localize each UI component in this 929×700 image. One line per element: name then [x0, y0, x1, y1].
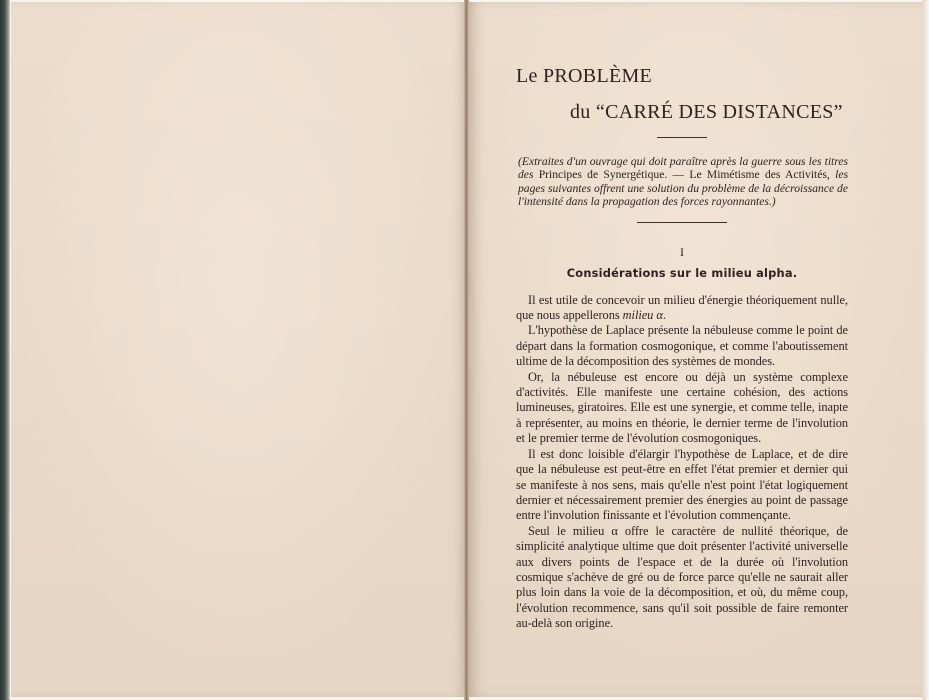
paragraph-3: Or, la nébuleuse est encore ou déjà un système complexe d'activités. Elle manifeste une certaine cohésion, des actions lumineuses, giratoires. Elle est une synergie, et comme telle, inapte à représenter, au moins en théorie, le dernier terme de l'involution et le premier terme de l'évolution cosmogoniques. [516, 369, 848, 446]
title-line-2: du “CARRÉ DES DISTANCES” [570, 101, 843, 123]
title-divider [657, 137, 707, 138]
section-heading: Considérations sur le milieu alpha. [566, 265, 798, 280]
section-number: I [680, 244, 684, 259]
paragraph-1 [516, 293, 848, 324]
intro-note [516, 155, 848, 209]
title-line-1: Le PROBLÈME [516, 65, 653, 87]
paragraph-2: L'hypothèse de Laplace présente la nébuleuse comme le point de départ dans la formation cosmogonique, et comme l'aboutissement ultime de la décomposition des systèmes de mondes. [516, 323, 848, 369]
intro-part-2: Principes de Synergétique. — Le Mimétisme des Activités [538, 168, 827, 182]
paragraph-1-before: Il est utile de concevoir un milieu d'énergie théoriquement nulle, que nous appellerons [516, 292, 848, 323]
paragraph-1-italic: milieu α [622, 308, 663, 323]
book-cover-edge [0, 0, 10, 700]
intro-divider [637, 222, 727, 223]
right-page-edge [922, 0, 929, 700]
paragraph-1-after: . [662, 308, 666, 323]
intro-part-1: (Extraites d'un ouvrage qui doit paraître après la guerre sous les titres des [518, 155, 848, 182]
intro-part-3: , les pages suivantes offrent une solution du problème de la décroissance de l'intensité dans la propagation des forces rayonnantes.) [518, 168, 848, 209]
right-page-text [516, 62, 848, 632]
body-text [516, 293, 848, 632]
paragraph-4: Il est donc loisible d'élargir l'hypothèse de Laplace, et de dire que la nébuleuse est peut-être en effet l'état premier et dernier qui se manifeste à nos sens, mais qu'elle n'est point l'état logiquement dernier et nécessairement premier des énergies au point de passage entre l'involution finissante et l'évolution commençante. [516, 446, 848, 523]
paragraph-5: Seul le milieu α offre le caractère de nullité théorique, de simplicité analytique ultime que doit présenter l'activité universelle aux divers points de l'espace et de la durée où l'involution cosmique s'achève de gré ou de force parce qu'elle ne saurait aller plus loin dans la voie de la décomposition, et où, du même coup, l'évolution recommence, sans qu'il soit possible de faire remonter au-delà son origine. [516, 523, 848, 631]
left-page-blank [11, 2, 465, 697]
